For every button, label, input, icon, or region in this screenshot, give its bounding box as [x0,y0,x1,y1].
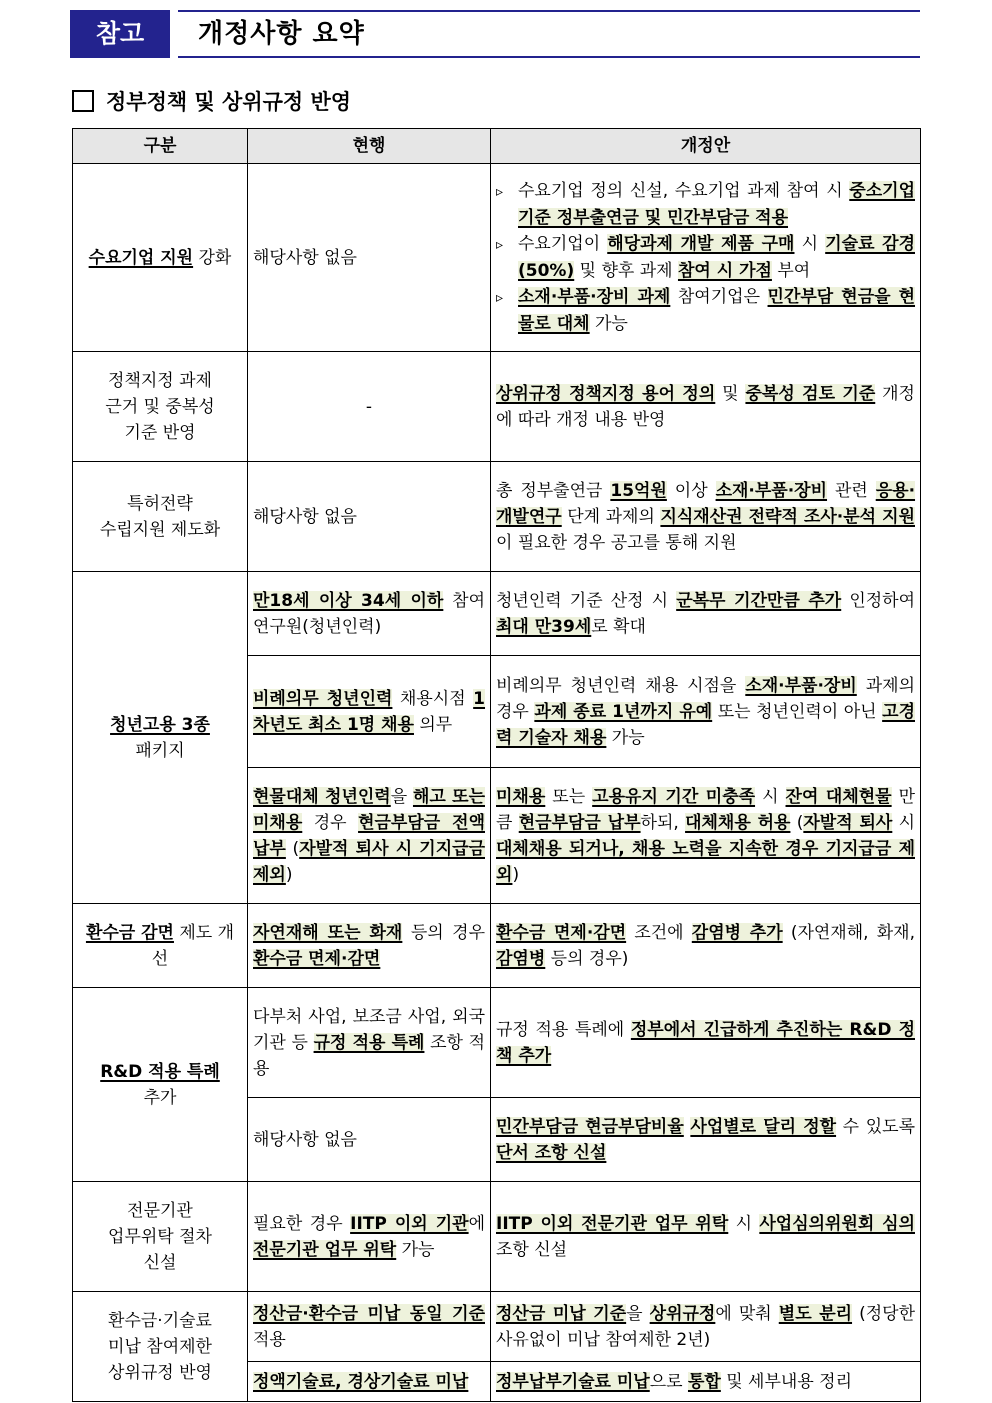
cell-text: 필요한 경우 [253,1213,351,1234]
current-cell: 해당사항 없음 [248,164,491,352]
emphasized-text: 과제 종료 1년까지 유예 [534,701,713,722]
emphasized-text: 현금부담금 납부 [518,812,641,833]
cell-text: 에 [468,1213,485,1234]
list-item [496,178,915,231]
revision-cell [491,1182,921,1292]
emphasized-text: 환수금 면제·감면 [253,948,381,969]
current-cell [248,1362,491,1402]
emphasized-text: 현금부담금 전액 납부 [253,812,485,859]
cell-text: 경우 [302,812,359,833]
cell-text: ) [285,864,293,885]
cell-text: 과제의 경우 [496,675,916,722]
current-cell [248,1182,491,1292]
emphasized-text: 자연재해 또는 화재 [253,922,403,943]
emphasized-text: 감염병 [496,948,546,969]
summary-table [72,128,921,1402]
cell-text: 시 [755,786,786,807]
page-header [70,10,920,58]
cell-text: 등의 경우) [545,948,629,969]
revision-cell [491,462,921,572]
emphasized-text: 고경력 기술자 채용 [496,701,915,748]
cell-text: 관련 [827,480,876,501]
emphasized-text: 만18세 이상 34세 이하 [253,590,444,611]
cell-text: 또는 [545,786,593,807]
emphasized-text: 별도 분리 [778,1303,853,1324]
cell-text: 채용시점 [392,688,474,709]
emphasized-text: 정산금·환수금 미납 동일 기준 [253,1303,485,1324]
current-cell [248,656,491,768]
cell-text: 패키지 [135,740,185,761]
revision-cell [491,1292,921,1362]
emphasized-text: 대체채용 허용 [685,812,791,833]
emphasized-text: 전문기관 업무 위탁 [253,1239,397,1260]
cell-text: 의무 [413,714,453,735]
category-cell [73,572,248,904]
emphasized-text: IITP 이외 전문기관 업무 위탁 [496,1213,729,1234]
cell-text: 규정 적용 특례에 [496,1019,631,1040]
emphasized-text: 정부에서 긴급하게 추진하는 R&D 정책 추가 [496,1019,915,1066]
cell-text: 조건에 [626,922,692,943]
emphasized-text: 정산금 미납 기준 [496,1303,627,1324]
emphasized-text: 환수금 감면 [85,922,174,943]
emphasized-text: 상위규정 정책지정 용어 정의 [496,383,716,404]
cell-text: 수요기업 정의 신설, 수요기업 과제 참여 시 [518,181,850,201]
emphasized-text: 규정 적용 특례 [313,1032,425,1053]
cell-text: 및 세부내용 정리 [720,1371,852,1392]
emphasized-text: 해고 또는 미채용 [253,786,485,833]
current-cell: 해당사항 없음 [248,1098,491,1182]
emphasized-text: 자발적 퇴사 시 기지급금 제외 [253,838,485,885]
emphasized-text: 정부납부기술료 미납 [496,1371,650,1392]
cell-text: 및 향후 과제 [574,261,678,281]
cell-text: 비례의무 청년인력 채용 시점을 [496,675,746,696]
revision-cell [491,988,921,1098]
column-header: 현행 [248,129,491,164]
revision-cell [491,1362,921,1402]
emphasized-text: 지식재산권 전략적 조사·분석 지원 [660,506,915,527]
cell-text: 조항 적용 [253,1032,486,1079]
emphasized-text: 민간부담 현금을 현물로 대체 [518,287,916,334]
cell-text: (자연재해, 화재, [782,922,915,943]
category-cell: 환수금·기술료 미납 참여제한 상위규정 반영 [73,1292,248,1402]
emphasized-text: 상위규정 [649,1303,716,1324]
cell-text: 이 필요한 경우 공고를 통해 지원 [496,532,737,553]
emphasized-text: 잔여 대체현물 [785,786,892,807]
category-cell [73,164,248,352]
revision-cell [491,164,921,352]
category-cell: 정책지정 과제 근거 및 중복성 기준 반영 [73,352,248,462]
table-header-row [73,129,921,164]
cell-text: 에 맞춰 [715,1303,779,1324]
cell-text: 등의 경우 [402,922,485,943]
revision-cell [491,572,921,656]
table-row [73,904,921,988]
revision-cell [491,656,921,768]
category-cell: 전문기관 업무위탁 절차 신설 [73,1182,248,1292]
cell-text: 수 있도록 [836,1116,915,1137]
cell-text: 인정하여 [841,590,916,611]
current-cell [248,904,491,988]
cell-text: 단계 과제의 [561,506,661,527]
emphasized-text: 중소기업 기준 정부출연금 및 민간부담금 적용 [518,181,915,228]
emphasized-text: 고용유지 기간 미충족 [592,786,756,807]
category-cell [73,988,248,1182]
category-cell: 특허전략 수립지원 제도화 [73,462,248,572]
cell-text: ) [512,864,520,885]
emphasized-text: 최대 만39세 [496,616,592,637]
emphasized-text: 소재·부품·장비 [715,480,828,501]
cell-text: 만큼 [496,786,916,833]
table-row [73,164,921,352]
cell-text: 이상 [666,480,716,501]
cell-text: 로 확대 [591,616,646,637]
revision-cell [491,904,921,988]
emphasized-text: 비례의무 청년인력 [253,688,393,709]
current-cell [248,1292,491,1362]
cell-text: 가능 [589,314,628,334]
emphasized-text: 군복무 기간만큼 추가 [676,590,842,611]
emphasized-text: R&D 적용 특례 [100,1061,220,1082]
emphasized-text: 해당과제 개발 제품 구매 [607,234,795,254]
table-row [73,352,921,462]
emphasized-text: 응용·개발연구 [496,480,916,527]
table-row [73,462,921,572]
cell-text: 제도 개선 [151,922,235,969]
reference-tag: 참고 [70,10,170,58]
cell-text: 조항 신설 [496,1239,568,1260]
emphasized-text: 기술료 감경(50%) [518,234,915,281]
emphasized-text: 통합 [687,1371,721,1392]
emphasized-text: 단서 조항 신설 [496,1142,607,1163]
current-cell [248,768,491,904]
cell-text: 청년인력 기준 산정 시 [496,590,677,611]
cell-text: 으로 [649,1371,688,1392]
column-header: 구분 [73,129,248,164]
section-title: 정부정책 및 상위규정 반영 [106,89,352,114]
cell-text: 참여연구원(청년인력) [253,590,486,637]
emphasized-text: 수요기업 지원 [88,247,194,268]
table-row [73,1182,921,1292]
page-title: 개정사항 요약 [198,19,365,49]
emphasized-text: IITP 이외 기관 [350,1213,469,1234]
emphasized-text: 소재·부품·장비 과제 [518,287,671,307]
cell-text: 을 [390,786,413,807]
emphasized-text: 현물대체 청년인력 [253,786,391,807]
cell-text: 적용 [253,1329,286,1350]
revision-cell [491,768,921,904]
cell-text: (정당한 사유없이 미납 참여제한 2년) [496,1303,916,1350]
cell-text: 수요기업이 [518,234,608,254]
emphasized-text: 1차년도 최소 1명 채용 [253,688,486,735]
emphasized-text: 중복성 검토 기준 [745,383,876,404]
emphasized-text: 사업심의위원회 심의 [759,1213,915,1234]
emphasized-text: 감염병 추가 [691,922,783,943]
cell-text: 부여 [771,261,811,281]
cell-text: 총 정부출연금 [496,480,611,501]
header-rule-bottom [178,56,920,58]
emphasized-text: 청년고용 3종 [110,714,210,735]
cell-text: 가능 [606,727,645,748]
category-cell [73,904,248,988]
cell-text: ( [790,812,804,833]
section-heading [72,86,351,116]
emphasized-text: 15억원 [610,480,667,501]
emphasized-text: 자발적 퇴사 [803,812,893,833]
cell-text: ( [285,838,300,859]
table-row [73,572,921,656]
current-cell [248,988,491,1098]
cell-text: 추가 [143,1087,177,1108]
table-row [73,1292,921,1362]
emphasized-text: 민간부담금 현금부담비율 [496,1116,684,1137]
current-cell: - [248,352,491,462]
cell-text: 가능 [396,1239,435,1260]
list-item [496,284,915,337]
cell-text: 참여기업은 [670,287,768,307]
current-cell [248,572,491,656]
cell-text: 시 [892,812,916,833]
revision-cell [491,352,921,462]
checkbox-square-icon [72,90,94,112]
table-row [73,988,921,1098]
cell-text: 하되, [640,812,686,833]
emphasized-text: 정액기술료, 경상기술료 미납 [253,1371,469,1392]
cell-text: 개정에 따라 개정 내용 반영 [496,383,915,430]
emphasized-text: 소재·부품·장비 [745,675,857,696]
list-item [496,231,915,284]
cell-text: 또는 청년인력이 아닌 [712,701,883,722]
cell-text: 다부처 사업, 보조금 사업, 외국기관 등 [253,1006,485,1053]
current-cell: 해당사항 없음 [248,462,491,572]
cell-text: 시 [728,1213,760,1234]
emphasized-text: 환수금 면제·감면 [496,922,627,943]
emphasized-text: 대체채용 되거나, 채용 노력을 지속한 경우 기지급금 제외 [496,838,915,885]
cell-text: 시 [794,234,826,254]
emphasized-text: 참여 시 가점 [677,261,772,281]
emphasized-text: 사업별로 달리 정할 [690,1116,837,1137]
cell-text: 강화 [193,247,232,268]
cell-text: 을 [626,1303,650,1324]
emphasized-text: 미채용 [496,786,546,807]
cell-text: 및 [715,383,746,404]
revision-cell [491,1098,921,1182]
column-header: 개정안 [491,129,921,164]
